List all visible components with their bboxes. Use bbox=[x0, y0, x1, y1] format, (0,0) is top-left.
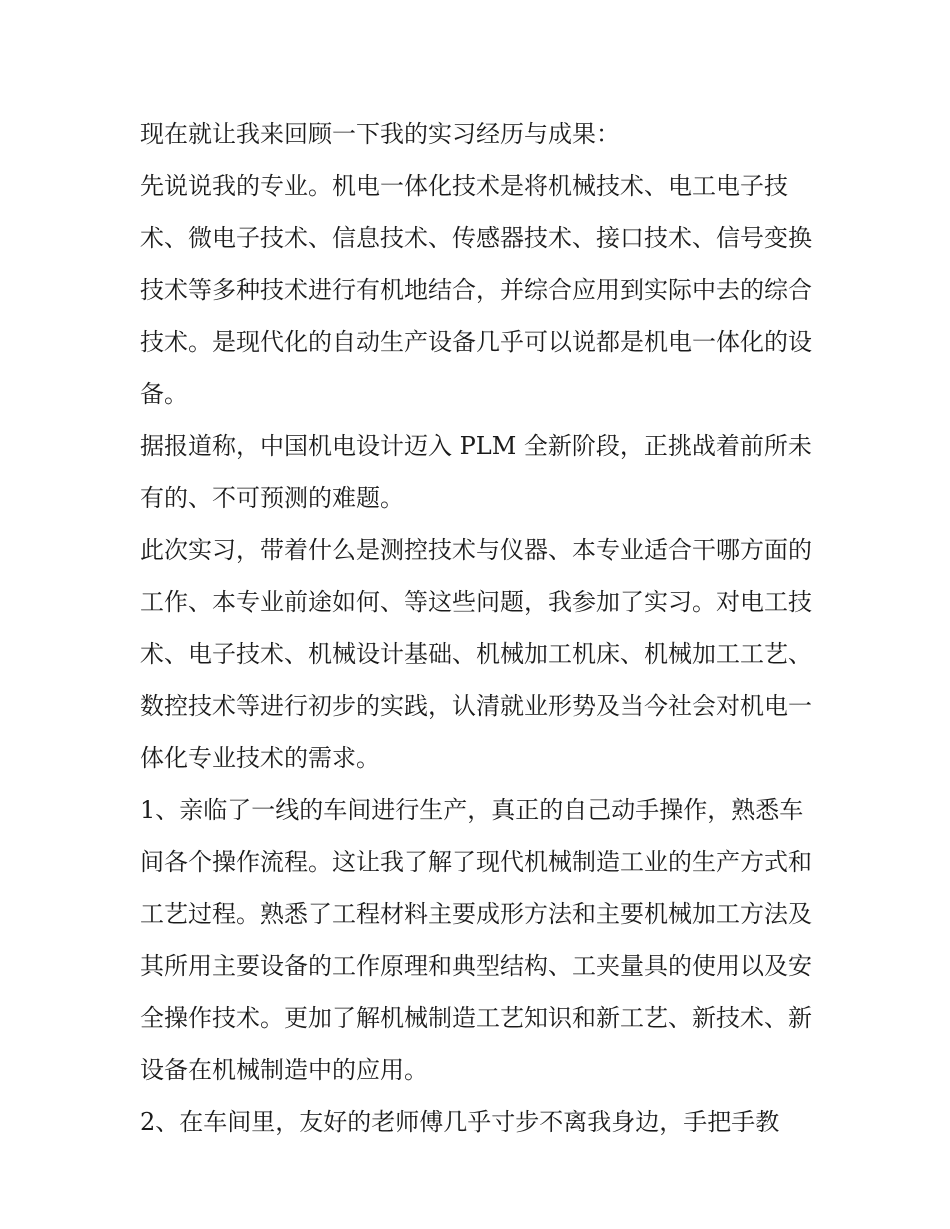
paragraph-intro: 现在就让我来回顾一下我的实习经历与成果： bbox=[140, 120, 620, 148]
document-body bbox=[140, 108, 815, 1148]
paragraph-major: 先说说我的专业。机电一体化技术是将机械技术、电工电子技术、微电子技术、信息技术、传感器技术、接口技术、信号变换技术等多种技术进行有机地结合，并综合应用到实际中去的综合技术。是现代化的自动生产设备几乎可以说都是机电一体化的设备。 bbox=[140, 172, 812, 408]
paragraph-item-2: 2、在车间里，友好的老师傅几乎寸步不离我身边，手把手教 bbox=[140, 1108, 780, 1136]
paragraph-news: 据报道称，中国机电设计迈入 PLM 全新阶段，正挑战着前所未有的、不可预测的难题。 bbox=[140, 432, 812, 512]
paragraph-internship: 此次实习，带着什么是测控技术与仪器、本专业适合干哪方面的工作、本专业前途如何、等这些问题，我参加了实习。对电工技术、电子技术、机械设计基础、机械加工机床、机械加工工艺、数控技术等进行初步的实践，认清就业形势及当今社会对机电一体化专业技术的需求。 bbox=[140, 536, 812, 772]
paragraph-item-1: 1、亲临了一线的车间进行生产，真正的自己动手操作，熟悉车间各个操作流程。这让我了解了现代机械制造工业的生产方式和工艺过程。熟悉了工程材料主要成形方法和主要机械加工方法及其所用主要设备的工作原理和典型结构、工夹量具的使用以及安全操作技术。更加了解机械制造工艺知识和新工艺、新技术、新设备在机械制造中的应用。 bbox=[140, 796, 812, 1084]
